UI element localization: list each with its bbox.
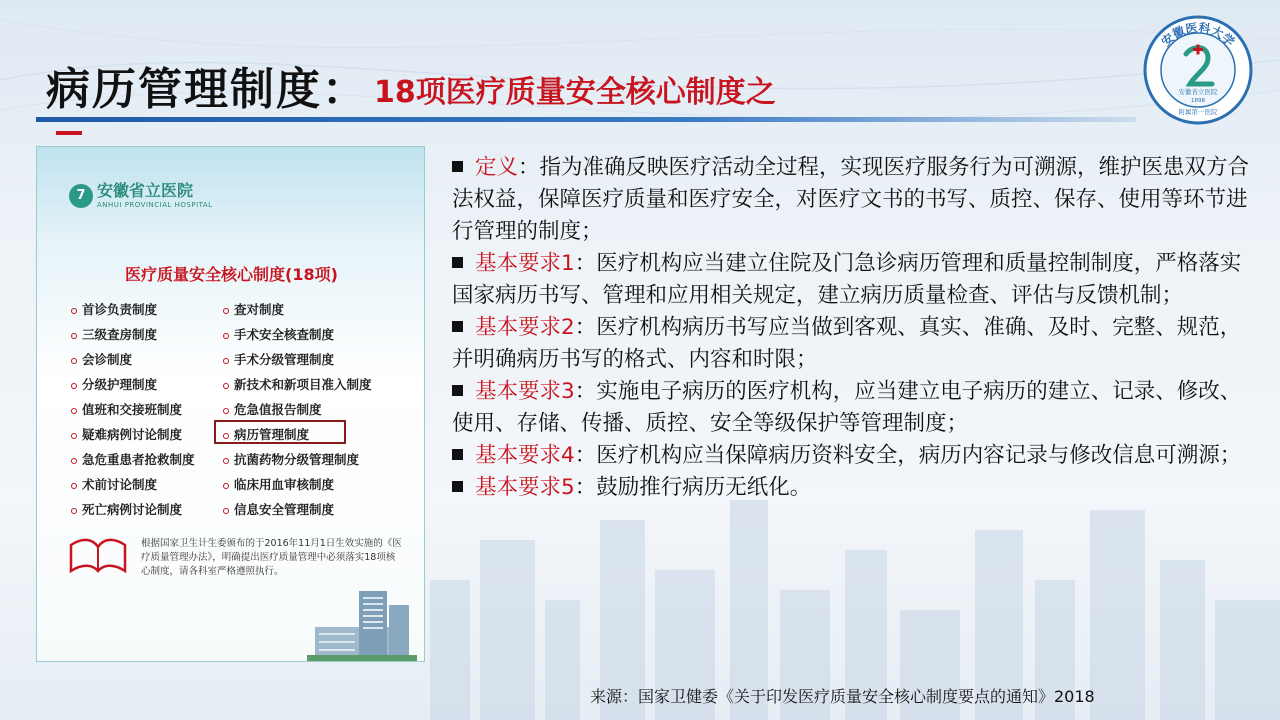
poster-note: 根据国家卫生计生委颁布的于2016年11月1日生效实施的《医疗质量管理办法》，明确提出医疗质量管理中必须落实18项核心制度，请各科室严格遵照执行。 — [141, 538, 402, 577]
hospital-logo-icon: 7 — [69, 184, 93, 208]
paragraph-label: 基本要求4 — [475, 443, 575, 468]
seal-arc-text: 安徽医科大学 — [1158, 20, 1238, 50]
title-underline — [36, 117, 1136, 122]
accent-red-bar — [56, 131, 82, 135]
requirement-paragraph — [452, 312, 1252, 376]
poster-list-item: 手术安全核查制度 — [223, 322, 372, 347]
poster-list-item: 手术分级管理制度 — [223, 347, 372, 372]
paragraph-text: ：鼓励推行病历无纸化。 — [574, 475, 812, 500]
bullet-icon — [71, 433, 77, 439]
hospital-name-cn: 安徽省立医院 — [97, 181, 194, 200]
square-bullet-icon — [452, 161, 463, 172]
paragraph-label: 基本要求2 — [475, 315, 575, 340]
open-book-icon — [67, 535, 129, 575]
poster-list-item: 查对制度 — [223, 297, 372, 322]
bullet-icon — [71, 358, 77, 364]
bullet-icon — [71, 408, 77, 414]
poster-list-item: 三级查房制度 — [71, 322, 195, 347]
seal-bottom-text: 附属第一医院 — [1178, 108, 1218, 116]
bullet-icon — [71, 308, 77, 314]
poster-list-left — [71, 297, 195, 522]
seal-year: 1898 — [1191, 98, 1205, 104]
poster-list-item: 分级护理制度 — [71, 372, 195, 397]
paragraph-text: ：实施电子病历的医疗机构，应当建立电子病历的建立、记录、修改、使用、存储、传播、质控、安全等级保护等管理制度； — [452, 379, 1242, 436]
bullet-icon — [223, 483, 229, 489]
poster-list-item: 危急值报告制度 — [223, 397, 372, 422]
bullet-icon — [223, 308, 229, 314]
seal-inner-text: 安徽省立医院 — [1178, 88, 1218, 96]
square-bullet-icon — [452, 321, 463, 332]
bullet-icon — [71, 383, 77, 389]
bullet-icon — [223, 358, 229, 364]
paragraph-text: ：医疗机构病历书写应当做到客观、真实、准确、及时、完整、规范，并明确病历书写的格式、内容和时限； — [452, 315, 1242, 372]
title-subtitle: 18项医疗质量安全核心制度之 — [374, 75, 776, 110]
bullet-icon — [223, 408, 229, 414]
requirement-paragraph — [452, 248, 1252, 312]
bullet-icon — [223, 508, 229, 514]
hospital-name-en: ANHUI PROVINCIAL HOSPITAL — [97, 201, 213, 209]
poster-list-item: 会诊制度 — [71, 347, 195, 372]
hospital-building-icon — [307, 587, 417, 661]
poster-list-item: 新技术和新项目准入制度 — [223, 372, 372, 397]
requirement-paragraph — [452, 440, 1252, 472]
poster-heading: 医疗质量安全核心制度(18项) — [125, 265, 338, 284]
poster-list-right — [223, 297, 372, 522]
paragraph-text: ：医疗机构应当保障病历资料安全，病历内容记录与修改信息可溯源； — [574, 443, 1242, 468]
bullet-icon — [71, 458, 77, 464]
definition-paragraph — [452, 152, 1252, 248]
hospital-logo — [69, 183, 213, 209]
poster-list-item: 值班和交接班制度 — [71, 397, 195, 422]
paragraph-label: 基本要求1 — [475, 251, 575, 276]
university-seal-icon — [1142, 14, 1254, 126]
poster-list-item: 首诊负责制度 — [71, 297, 195, 322]
title-main: 病历管理制度： — [46, 64, 368, 115]
content-body — [452, 152, 1252, 504]
poster-list-item: 信息安全管理制度 — [223, 497, 372, 522]
bullet-icon — [71, 483, 77, 489]
requirement-paragraph — [452, 376, 1252, 440]
poster-list-item: 临床用血审核制度 — [223, 472, 372, 497]
slide-title — [46, 52, 776, 115]
square-bullet-icon — [452, 449, 463, 460]
paragraph-text: ：指为准确反映医疗活动全过程，实现医疗服务行为可溯源，维护医患双方合法权益，保障医疗质量和医疗安全，对医疗文书的书写、质控、保存、使用等环节进行管理的制度； — [452, 155, 1250, 244]
poster-list-item: 急危重患者抢救制度 — [71, 447, 195, 472]
bullet-icon — [223, 458, 229, 464]
paragraph-text: ：医疗机构应当建立住院及门急诊病历管理和质量控制制度，严格落实国家病历书写、管理和应用相关规定，建立病历质量检查、评估与反馈机制； — [452, 251, 1242, 308]
paragraph-label: 基本要求3 — [475, 379, 575, 404]
poster-list-item-highlighted: 病历管理制度 — [223, 422, 372, 447]
poster-list-item: 抗菌药物分级管理制度 — [223, 447, 372, 472]
poster-list-item: 疑难病例讨论制度 — [71, 422, 195, 447]
bullet-icon — [223, 333, 229, 339]
poster-list-item: 死亡病例讨论制度 — [71, 497, 195, 522]
paragraph-label: 定义 — [475, 155, 519, 180]
bullet-icon — [223, 383, 229, 389]
square-bullet-icon — [452, 257, 463, 268]
poster-list-item: 术前讨论制度 — [71, 472, 195, 497]
square-bullet-icon — [452, 385, 463, 396]
highlight-box — [214, 420, 346, 444]
square-bullet-icon — [452, 481, 463, 492]
requirement-paragraph — [452, 472, 1252, 504]
bullet-icon — [71, 508, 77, 514]
source-citation: 来源：国家卫健委《关于印发医疗质量安全核心制度要点的通知》2018 — [590, 687, 1095, 706]
core-system-poster — [36, 146, 425, 662]
paragraph-label: 基本要求5 — [475, 475, 575, 500]
bullet-icon — [71, 333, 77, 339]
